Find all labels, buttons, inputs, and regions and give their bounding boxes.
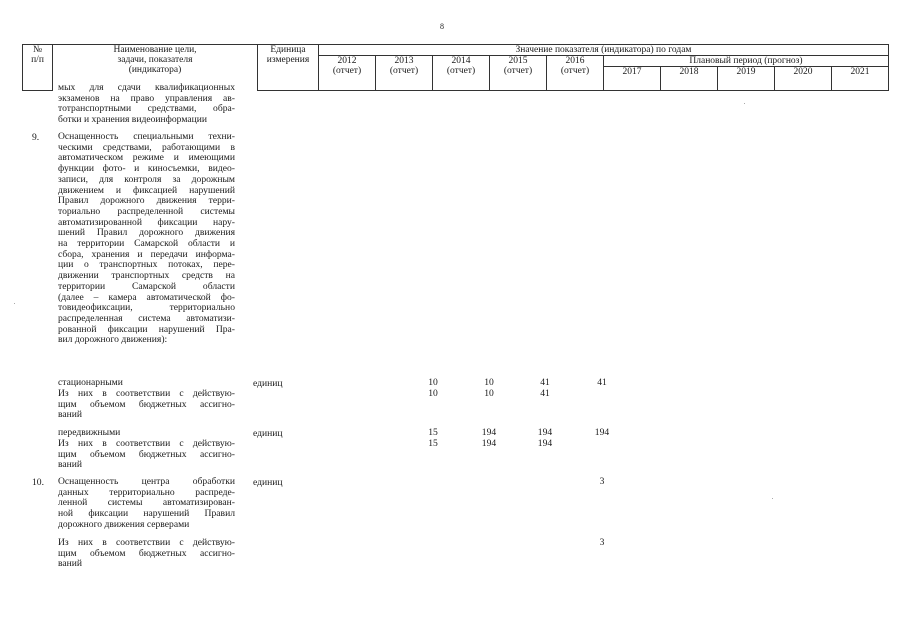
header-year-2014: 2014 (отчет) xyxy=(433,56,490,91)
cell-stationary-sub-2016: 41 xyxy=(540,388,550,399)
cell-mobile-2014: 15 xyxy=(428,427,438,438)
row-10-description: Оснащенность центра обработки данных территориально распреде- ленной системы автоматизирован- ной фиксации нарушений Правил дорожного движения серверами xyxy=(58,476,235,530)
header-year-2016: 2016 (отчет) xyxy=(547,56,604,91)
cell-mobile-sub-2016: 194 xyxy=(537,438,553,449)
scan-speck xyxy=(772,498,773,499)
header-plan-title: Плановый период (прогноз) xyxy=(604,56,889,67)
row-mobile-sub-description: Из них в соответствии с действую- щим объемом бюджетных ассигно- ваний xyxy=(58,438,235,471)
cell-mobile-2015: 194 xyxy=(481,427,497,438)
header-year-2017: 2017 xyxy=(604,67,661,91)
header-year-2019: 2019 xyxy=(718,67,775,91)
row-9-number: 9. xyxy=(32,132,40,143)
header-name: Наименование цели, задачи, показателя (индикатора) xyxy=(53,45,258,91)
cell-stationary-2017: 41 xyxy=(597,377,607,388)
cell-mobile-sub-2015: 194 xyxy=(481,438,497,449)
header-year-2020: 2020 xyxy=(775,67,832,91)
page-number: 8 xyxy=(440,22,444,31)
row-10-unit: единиц xyxy=(253,477,283,488)
scan-speck xyxy=(14,303,15,304)
header-num: № п/п xyxy=(23,45,53,91)
row-stationary-sub-description: Из них в соответствии с действую- щим объемом бюджетных ассигно- ваний xyxy=(58,388,235,421)
row-mobile-unit: единиц xyxy=(253,428,283,439)
cell-mobile-sub-2014: 15 xyxy=(428,438,438,449)
row-10-sub-description: Из них в соответствии с действую- щим объемом бюджетных ассигно- ваний xyxy=(58,537,235,570)
scan-speck xyxy=(744,103,745,104)
row-10-number: 10. xyxy=(32,477,44,488)
cell-stationary-2016: 41 xyxy=(540,377,550,388)
header-unit: Единица измерения xyxy=(258,45,319,91)
header-year-2018: 2018 xyxy=(661,67,718,91)
header-year-2012: 2012 (отчет) xyxy=(319,56,376,91)
cell-10-sub-2017: 3 xyxy=(599,537,605,548)
cell-stationary-2014: 10 xyxy=(428,377,438,388)
row-8-continuation: мых для сдачи квалификационных экзаменов на право управления ав- тотранспортными средствами, обра- ботки и хранения видеоинформации xyxy=(58,82,235,126)
header-year-2013: 2013 (отчет) xyxy=(376,56,433,91)
row-9-description: Оснащенность специальными техни- ческими средствами, работающими в автоматическом режиме и имеющими функции фото- и киносъемки, видео- записи, для контроля за дорожным движением и фиксацией нарушений Правил дорожного движения терри- ториально распределенной системы автоматизированной фиксации нару- шений Правил дорожного движения на территории Самарской области и сбора, хранения и передачи информа- ции о транспортных потоках, пере- движении транспортных средств на территории Самарской области (далее – камера автоматической фо- товидеофиксации, территориально распределенная система автоматизи- рованной фиксации нарушений Пра- вил дорожного движения): xyxy=(58,131,235,346)
header-values-title: Значение показателя (индикатора) по годам xyxy=(319,45,889,56)
row-stationary-unit: единиц xyxy=(253,378,283,389)
header-year-2021: 2021 xyxy=(832,67,889,91)
cell-stationary-2015: 10 xyxy=(484,377,494,388)
cell-mobile-2017: 194 xyxy=(594,427,610,438)
row-stationary-label: стационарными xyxy=(58,377,123,388)
cell-stationary-sub-2014: 10 xyxy=(428,388,438,399)
cell-stationary-sub-2015: 10 xyxy=(484,388,494,399)
cell-10-2017: 3 xyxy=(599,476,605,487)
row-mobile-label: передвижными xyxy=(58,427,121,438)
header-year-2015: 2015 (отчет) xyxy=(490,56,547,91)
cell-mobile-2016: 194 xyxy=(537,427,553,438)
